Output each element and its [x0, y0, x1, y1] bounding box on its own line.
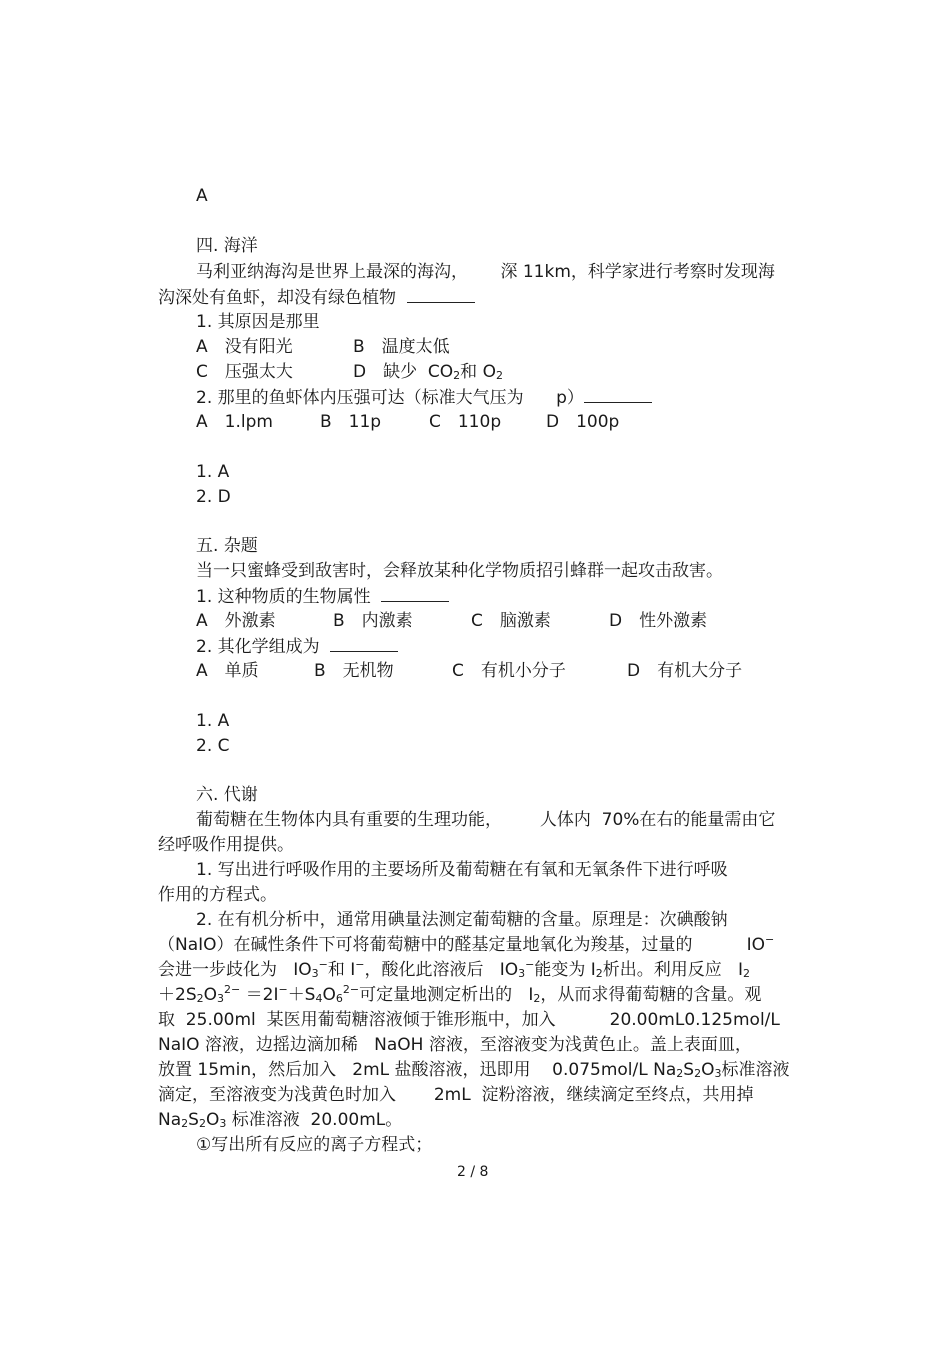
option-a: A 外激素: [196, 611, 276, 631]
answer-text: 2. D: [196, 487, 231, 507]
answer-blank: [407, 287, 475, 303]
option-c: C 有机小分子: [452, 661, 566, 681]
answer-blank: [381, 586, 449, 602]
paragraph-line: $+2S_2O_3^{2-} =2I^-+S_4O_6^{2-}$可定量地测定析出的 $I_2$，从而求得葡萄糖的含量。观: [158, 983, 762, 1005]
paragraph-line: 2. 在有机分析中，通常用碘量法测定葡萄糖的含量。原理是：次碘酸钠: [196, 910, 728, 930]
option-a: A 单质: [196, 661, 259, 681]
paragraph-line: NaIO 溶液，边摇边滴加稀 NaOH 溶液，至溶液变为浅黄色止。盖上表面皿，: [158, 1035, 752, 1055]
question-text: 2. 其化学组成为: [196, 636, 398, 657]
option-c: C 110p: [429, 412, 502, 432]
option-d: D 100p: [546, 412, 620, 432]
paragraph-line: 沟深处有鱼虾，却没有绿色植物: [158, 287, 475, 308]
paragraph-line: （NaIO）在碱性条件下可将葡萄糖中的醛基定量地氧化为羧基，过量的 IO−: [158, 933, 775, 955]
answer-text: 2. C: [196, 736, 230, 756]
option-c: C 脑激素: [471, 611, 551, 631]
paragraph-line: 葡萄糖在生物体内具有重要的生理功能， 人体内 70%在右的能量需由它: [196, 810, 776, 830]
section-title-ocean: 四. 海洋: [196, 236, 258, 256]
paragraph-line: 1. 写出进行呼吸作用的主要场所及葡萄糖在有氧和无氧条件下进行呼吸: [196, 860, 728, 880]
option-b: B 无机物: [314, 661, 394, 681]
paragraph-line: $Na_2S_2O_3$ 标准溶液 20.00mL。: [158, 1110, 403, 1130]
paragraph-line: ①写出所有反应的离子方程式；: [196, 1135, 433, 1155]
option-d: D 缺少 $CO_2$和 $O_2$: [353, 362, 503, 382]
option-b: B 11p: [320, 412, 382, 432]
paragraph-line: 滴定，至溶液变为浅黄色时加入 2mL 淀粉溶液，继续滴定至终点，共用掉: [158, 1085, 754, 1105]
answer-blank: [330, 636, 398, 652]
option-d: D 有机大分子: [627, 661, 743, 681]
paragraph-line: 取 25.00ml 某医用葡萄糖溶液倾于锥形瓶中，加入 20.00mL0.125mol/L: [158, 1010, 780, 1030]
answer-text: 1. A: [196, 462, 230, 482]
option-a: A 1.lpm: [196, 412, 273, 432]
answer-blank: [584, 387, 652, 403]
option-b: B 内激素: [333, 611, 413, 631]
section-title-misc: 五. 杂题: [196, 536, 258, 556]
paragraph-line: 马利亚纳海沟是世界上最深的海沟， 深 11km，科学家进行考察时发现海: [196, 262, 775, 282]
question-text: 2. 那里的鱼虾体内压强可达（标准大气压为 p）: [196, 387, 652, 408]
paragraph-line: 放置 15min，然后加入 2mL 盐酸溶液，迅即用 0.075mol/L $Na_2S_2O_3$标准溶液: [158, 1060, 790, 1080]
option-a: A 没有阳光: [196, 337, 293, 357]
answer-text: A: [196, 186, 208, 206]
paragraph-line: 经呼吸作用提供。: [158, 835, 294, 855]
paragraph-line: 会进一步歧化为 $IO_3^-$和 I−，酸化此溶液后 $IO_3^-$能变为 $I_2$析出。利用反应 $I_2$: [158, 958, 750, 980]
question-text: 1. 这种物质的生物属性: [196, 586, 449, 607]
section-title-metabolism: 六. 代谢: [196, 785, 258, 805]
option-b: B 温度太低: [353, 337, 450, 357]
paragraph-line: 作用的方程式。: [158, 885, 277, 905]
option-d: D 性外激素: [609, 611, 708, 631]
page-number: 2 / 8: [457, 1164, 489, 1180]
option-c: C 压强太大: [196, 362, 293, 382]
paragraph-line: 当一只蜜蜂受到敌害时，会释放某种化学物质招引蜂群一起攻击敌害。: [196, 561, 723, 581]
question-text: 1. 其原因是那里: [196, 312, 320, 332]
answer-text: 1. A: [196, 711, 230, 731]
